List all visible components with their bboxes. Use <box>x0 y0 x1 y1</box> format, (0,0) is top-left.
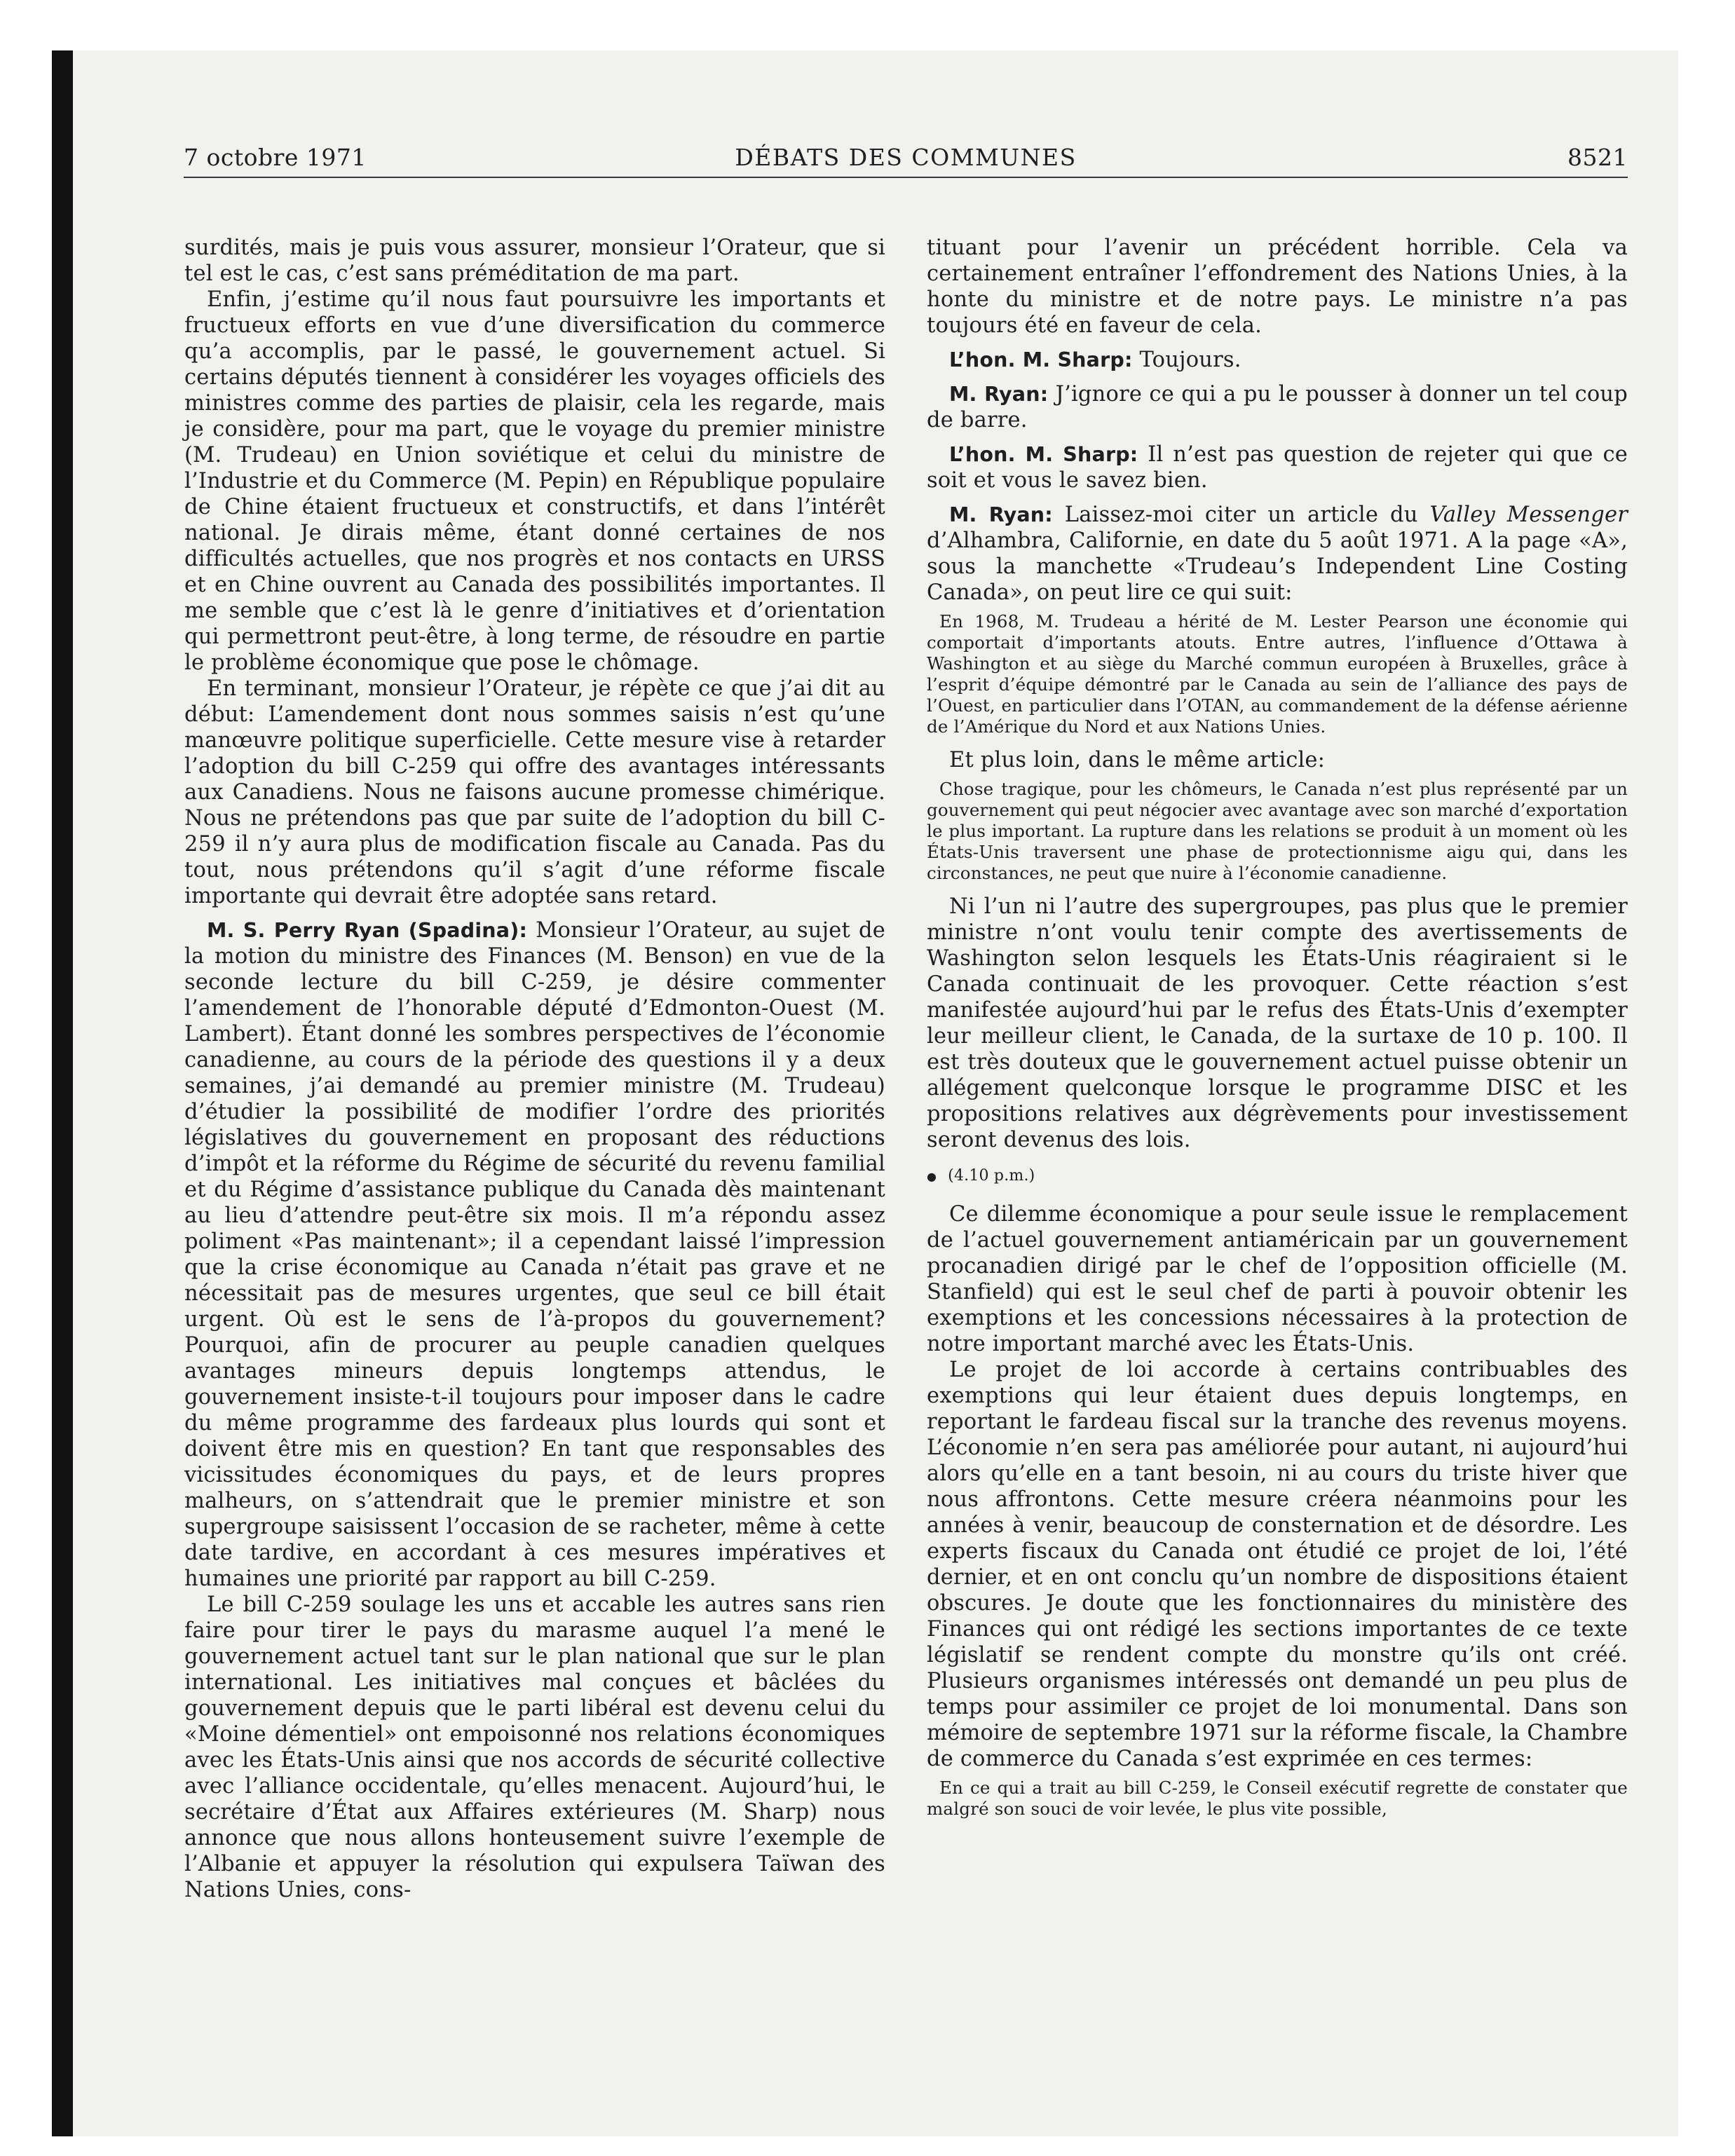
speech-ryan <box>927 381 1628 433</box>
speaker-name: M. Ryan: <box>949 383 1049 406</box>
speech-text: Monsieur l’Orateur, au sujet de la motion du ministre des Finances (M. Benson) en vue de la seconde lecture du bill C-259, je désire commenter l’amendement de l’honorable député d’Edmonton-Ouest (M. Lambert). Étant donné les sombres perspectives de l’économie canadienne, au cours de la période des questions il y a deux semaines, j’ai demandé au premier ministre (M. Trudeau) d’étudier la possibilité de modifier l’ordre des priorités législatives du gouvernement en proposant des réductions d’impôt et la réforme du Régime de sécurité du revenu familial et du Régime d’assistance publique du Canada dès maintenant au lieu d’attendre peut-être six mois. Il m’a répondu assez poliment «Pas maintenant»; il a cependant laissé l’impression que la crise économique au Canada n’était pas grave et ne nécessitait pas de mesures urgentes, que seul ce bill était urgent. Où est le sens de l’à-propos du gouvernement? Pourquoi, afin de procurer au peuple canadien quelques avantages mineurs depuis longtemps attendus, le gouvernement insiste-t-il toujours pour imposer dans le cadre du même programme des fardeaux plus lourds qui sont et doivent être mis en question? En tant que responsables des vicissitudes économiques du pays, et de leurs propres malheurs, on s’attendrait que le premier ministre et son supergroupe saisissent l’occasion de se racheter, même à cette date tardive, en accordant à ces mesures impératives et humaines une priorité par rapport au bill C-259. <box>184 918 885 1591</box>
paragraph: tituant pour l’avenir un précédent horrible. Cela va certainement entraîner l’effondrement des Nations Unies, à la honte du ministre et de notre pays. Le ministre n’a pas toujours été en faveur de cela. <box>927 236 1628 338</box>
header-title: DÉBATS DES COMMUNES <box>735 144 1077 171</box>
block-quote: Chose tragique, pour les chômeurs, le Canada n’est plus représenté par un gouvernement qui peut négocier avec avantage avec son marché d’exportation le plus important. La rupture dans les relations se produit à un moment où les États-Unis traversent une phase de protectionnisme aigu qui, dans les circonstances, ne peut que nuire à l’économie canadienne. <box>927 779 1628 883</box>
left-column <box>184 235 885 1903</box>
speaker-name: M. Ryan: <box>949 503 1053 526</box>
block-quote: En ce qui a trait au bill C-259, le Conseil exécutif regrette de constater que malgré son souci de voir levée, le plus vite possible, <box>927 1778 1628 1819</box>
block-quote: En 1968, M. Trudeau a hérité de M. Lester Pearson une économie qui comportait d’importants atouts. Entre autres, l’influence d’Ottawa à Washington et au siège du Marché commun européen à Bruxelles, grâce à l’esprit d’équipe démontré par le Canada au sein de l’alliance des pays de l’Ouest, en particulier dans l’OTAN, au commandement de la défense aérienne de l’Amérique du Nord et aux Nations Unies. <box>927 611 1628 737</box>
speech-sharp <box>927 347 1628 373</box>
running-header <box>184 144 1628 176</box>
header-date: 7 octobre 1971 <box>184 144 367 171</box>
paragraph: Le bill C-259 soulage les uns et accable les autres sans rien faire pour tirer le pays du marasme auquel l’a mené le gouvernement actuel tant sur le plan national que sur le plan international. Les initiatives mal conçues et bâclées du gouvernement depuis que le parti libéral est devenu celui du «Moine démentiel» ont empoisonné nos relations économiques avec les États-Unis ainsi que nos accords de sécurité collective avec l’alliance occidentale, qu’elles menacent. Aujourd’hui, le secrétaire d’État aux Affaires extérieures (M. Sharp) nous annonce que nous allons honteusement suivre l’exemple de l’Albanie et appuyer la résolution qui expulsera Taïwan des Nations Unies, cons- <box>184 1592 885 1902</box>
page-number: 8521 <box>1567 144 1628 171</box>
right-column <box>927 235 1628 1829</box>
binding-edge <box>52 50 73 2136</box>
speech-text: d’Alhambra, Californie, en date du 5 août 1971. A la page «A», sous la manchette «Trudeau’s Independent Line Costing Canada», on peut lire ce qui suit: <box>927 528 1628 605</box>
paragraph: En terminant, monsieur l’Orateur, je répète ce que j’ai dit au début: L’amendement dont nous sommes saisis n’est qu’une manœuvre politique superficielle. Cette mesure vise à retarder l’adoption du bill C-259 qui offre des avantages intéressants aux Canadiens. Nous ne faisons aucune promesse chimérique. Nous ne prétendons pas que par suite de l’adoption du bill C-259 il n’y aura plus de modification fiscale au Canada. Pas du tout, nous prétendons qu’il s’agit d’une réforme fiscale importante qui devrait être adoptée sans retard. <box>184 676 885 908</box>
bullet-icon: ● <box>927 1170 937 1183</box>
paragraph: Le projet de loi accorde à certains contribuables des exemptions qui leur étaient dues depuis longtemps, en reportant le fardeau fiscal sur la tranche des revenus moyens. L’économie n’en sera pas améliorée pour autant, ni aujourd’hui alors qu’elle en a tant besoin, ni au cours du triste hiver que nous affrontons. Cette mesure créera néanmoins pour les années à venir, beaucoup de consternation et de désordre. Les experts fiscaux du Canada ont étudié ce projet de loi, l’été dernier, et en ont conclu qu’un nombre de dispositions étaient obscures. Je doute que les fonctionnaires du ministère des Finances qui ont rédigé les sections importantes de ce texte législatif se rendent compte du monstre qu’ils ont créé. Plusieurs organismes intéressés ont demandé un peu plus de temps pour assimiler ce projet de loi monumental. Dans son mémoire de septembre 1971 sur la réforme fiscale, la Chambre de commerce du Canada s’est exprimée en ces termes: <box>927 1358 1628 1771</box>
speech-ryan <box>927 502 1628 606</box>
paragraph: surdités, mais je puis vous assurer, monsieur l’Orateur, que si tel est le cas, c’est sans préméditation de ma part. <box>184 236 885 286</box>
speech-text: Il n’est pas question de rejeter qui que ce soit et vous le savez bien. <box>927 442 1628 493</box>
speech-text: J’ignore ce qui a pu le pousser à donner un tel coup de barre. <box>927 382 1628 432</box>
speech-text: Toujours. <box>1139 348 1241 372</box>
publication-title: Valley Messenger <box>1429 503 1628 527</box>
paragraph: Ni l’un ni l’autre des supergroupes, pas plus que le premier ministre n’ont voulu tenir compte des avertissements de Washington selon lesquels les États-Unis réagiraient si le Canada continuait de les provoquer. Cette réaction s’est manifestée aujourd’hui par le refus des États-Unis d’exempter leur meilleur client, le Canada, de la surtaxe de 10 p. 100. Il est très douteux que le gouvernement actuel puisse obtenir un allégement quelconque lorsque le programme DISC et les propositions relatives aux dégrèvements pour investissement seront devenus des lois. <box>927 894 1628 1152</box>
paragraph: Enfin, j’estime qu’il nous faut poursuivre les importants et fructueux efforts en vue d’une diversification du commerce qu’a accomplis, par le passé, le gouvernement actuel. Si certains députés tiennent à considérer les voyages officiels des ministres comme des parties de plaisir, cela les regarde, mais je considère, pour ma part, que le voyage du premier ministre (M. Trudeau) en Union soviétique et celui du ministre de l’Industrie et du Commerce (M. Pepin) en République populaire de Chine étaient fructueux et constructifs, et dans l’intérêt national. Je dirais même, étant donné certaines de nos difficultés actuelles, que nos progrès et nos contacts en URSS et en Chine ouvrent au Canada des possibilités importantes. Il me semble que c’est là le genre d’initiatives et d’orientation qui permettront peut-être, à long terme, de résoudre en partie le problème économique que pose le chômage. <box>184 287 885 675</box>
paragraph: Ce dilemme économique a pour seule issue le remplacement de l’actuel gouvernement antiaméricain par un gouvernement procanadien dirigé par le chef de l’opposition officielle (M. Stanfield) qui est le seul chef de parti à pouvoir obtenir les exemptions et les concessions nécessaires à la protection de notre important marché avec les États-Unis. <box>927 1202 1628 1356</box>
speaker-name: L’hon. M. Sharp: <box>949 348 1133 371</box>
speech-text: Laissez-moi citer un article du <box>1064 503 1418 527</box>
speaker-name: L’hon. M. Sharp: <box>949 443 1138 466</box>
header-rule <box>184 177 1628 178</box>
time-marker-text: (4.10 p.m.) <box>948 1167 1035 1185</box>
paragraph: Et plus loin, dans le même article: <box>949 748 1326 772</box>
speaker-name: M. S. Perry Ryan (Spadina): <box>207 919 528 942</box>
speech-ryan <box>184 917 885 1592</box>
time-marker <box>927 1166 1628 1187</box>
speech-sharp <box>927 442 1628 493</box>
